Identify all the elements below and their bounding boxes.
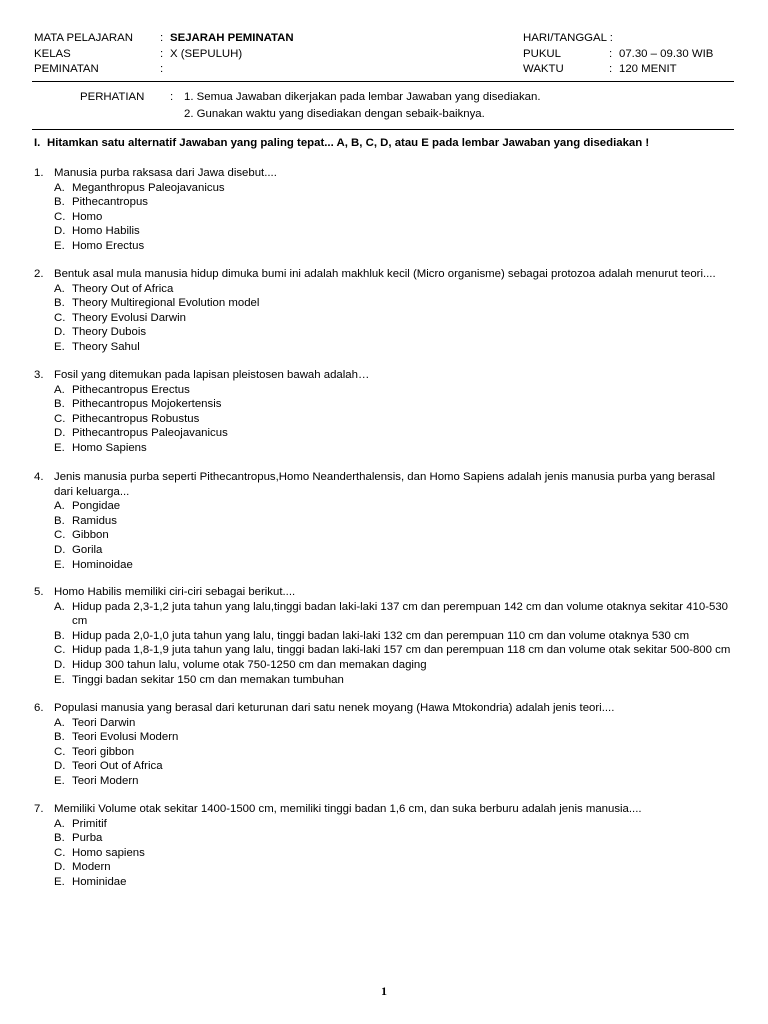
- answer-option-d[interactable]: D. Teori Out of Africa: [54, 760, 163, 773]
- question-4: [34, 470, 734, 572]
- answer-option-c[interactable]: C. Hidup pada 1,8-1,9 juta tahun yang lalu, tinggi badan laki-laki 157 cm dan perempuan 118 cm dan volume otak sekitar 500-800 cm: [54, 644, 731, 657]
- question-stem: [34, 802, 734, 817]
- header-row-specialization: [34, 62, 734, 77]
- answer-option-b[interactable]: B. Teori Evolusi Modern: [54, 731, 179, 744]
- note-item-2: 2. Gunakan waktu yang disediakan dengan sebaik-baiknya.: [184, 108, 485, 120]
- answer-option-c[interactable]: C. Homo: [54, 210, 103, 223]
- date-label: HARI/TANGGAL :: [523, 32, 613, 44]
- question-text: Memiliki Volume otak sekitar 1400-1500 cm, memiliki tinggi badan 1,6 cm, dan suka berburu adalah jenis manusia....: [54, 803, 642, 815]
- answer-option-e[interactable]: E. Tinggi badan sekitar 150 cm dan memakan tumbuhan: [54, 673, 344, 686]
- answer-option-a[interactable]: A. Theory Out of Africa: [54, 282, 174, 295]
- answer-option-c[interactable]: C. Homo sapiens: [54, 846, 145, 859]
- notes-label: PERHATIAN: [80, 91, 145, 103]
- question-stem: [34, 470, 734, 499]
- answer-option-a[interactable]: A. Pithecantropus Erectus: [54, 383, 190, 396]
- answer-option-d[interactable]: D. Gorila: [54, 543, 103, 556]
- question-stem: [34, 585, 734, 600]
- question-number: 7.: [34, 803, 44, 815]
- question-5: [34, 585, 734, 687]
- question-stem: [34, 368, 734, 383]
- answer-option-e[interactable]: E. Homo Erectus: [54, 239, 145, 252]
- answer-option-c[interactable]: C. Pithecantropus Robustus: [54, 412, 200, 425]
- subject-colon: :: [160, 32, 164, 44]
- section-instruction: [34, 137, 649, 149]
- section-instruction-text: Hitamkan satu alternatif Jawaban yang paling tepat... A, B, C, D, atau E pada lembar Jawaban yang disediakan !: [47, 137, 650, 149]
- answer-option-d[interactable]: D. Hidup 300 tahun lalu, volume otak 750-1250 cm dan memakan daging: [54, 658, 427, 671]
- duration-label: WAKTU: [523, 63, 564, 75]
- answer-option-a[interactable]: A. Teori Darwin: [54, 716, 136, 729]
- question-text: Populasi manusia yang berasal dari keturunan dari satu nenek moyang (Hawa Mtokondria) adalah jenis teori....: [54, 702, 615, 714]
- answer-option-a[interactable]: A. Meganthropus Paleojavanicus: [54, 181, 225, 194]
- question-text: Homo Habilis memiliki ciri-ciri sebagai berikut....: [54, 586, 296, 598]
- question-text: Fosil yang ditemukan pada lapisan pleistosen bawah adalah…: [54, 369, 370, 381]
- time-value: 07.30 – 09.30 WIB: [619, 48, 714, 60]
- answer-option-b[interactable]: B. Purba: [54, 832, 103, 845]
- answer-option-b[interactable]: B. Pithecantropus Mojokertensis: [54, 398, 222, 411]
- question-number: 5.: [34, 586, 44, 598]
- subject-value: SEJARAH PEMINATAN: [170, 32, 294, 44]
- question-number: 3.: [34, 369, 44, 381]
- class-colon: :: [160, 48, 164, 60]
- specialization-colon: :: [160, 63, 164, 75]
- question-text: Manusia purba raksasa dari Jawa disebut....: [54, 167, 277, 179]
- answer-option-b[interactable]: B. Theory Multiregional Evolution model: [54, 297, 260, 310]
- answer-option-e[interactable]: E. Teori Modern: [54, 774, 139, 787]
- answer-option-c[interactable]: C. Theory Evolusi Darwin: [54, 311, 186, 324]
- question-number: 2.: [34, 268, 44, 280]
- question-number: 4.: [34, 471, 44, 483]
- answer-option-a[interactable]: A. Primitif: [54, 817, 107, 830]
- header-divider: [32, 81, 734, 82]
- answer-option-d[interactable]: D. Pithecantropus Paleojavanicus: [54, 427, 228, 440]
- page-number: 1: [381, 984, 387, 998]
- answer-option-a[interactable]: A. Pongidae: [54, 500, 121, 513]
- answer-option-a[interactable]: A. Hidup pada 2,3-1,2 juta tahun yang lalu,tinggi badan laki-laki 137 cm dan perempuan 142 cm dan volume otaknya sekitar 410-530 cm: [54, 600, 729, 628]
- question-6: [34, 701, 734, 789]
- question-stem: [34, 701, 734, 716]
- time-colon: :: [609, 48, 613, 60]
- class-label: KELAS: [34, 48, 71, 60]
- answer-option-b[interactable]: B. Hidup pada 2,0-1,0 juta tahun yang lalu, tinggi badan laki-laki 132 cm dan perempuan 110 cm dan volume otaknya 530 cm: [54, 629, 690, 642]
- answer-option-e[interactable]: E. Hominidae: [54, 875, 127, 888]
- answer-option-e[interactable]: E. Hominoidae: [54, 558, 133, 571]
- question-number: 1.: [34, 167, 44, 179]
- question-1: [34, 166, 734, 254]
- question-text: Jenis manusia purba seperti Pithecantropus,Homo Neanderthalensis, dan Homo Sapiens adalah jenis manusia purba yang berasal dari keluarga...: [54, 471, 716, 498]
- subject-label: MATA PELAJARAN: [34, 32, 133, 44]
- question-stem: [34, 267, 734, 282]
- question-stem: [34, 166, 734, 181]
- notes-divider: [32, 129, 734, 130]
- question-number: 6.: [34, 702, 44, 714]
- header-row-subject: [34, 31, 734, 46]
- answer-option-c[interactable]: C. Gibbon: [54, 529, 109, 542]
- notes-colon: :: [170, 91, 174, 103]
- question-7: [34, 802, 734, 890]
- answer-option-d[interactable]: D. Homo Habilis: [54, 225, 140, 238]
- question-3: [34, 368, 734, 456]
- duration-colon: :: [609, 63, 613, 75]
- answer-option-b[interactable]: B. Pithecantropus: [54, 196, 148, 209]
- class-value: X (SEPULUH): [170, 48, 243, 60]
- specialization-label: PEMINATAN: [34, 63, 99, 75]
- answer-option-d[interactable]: D. Modern: [54, 861, 111, 874]
- note-item-1: 1. Semua Jawaban dikerjakan pada lembar Jawaban yang disediakan.: [184, 91, 541, 103]
- section-number: I.: [34, 137, 41, 149]
- header-row-class: [34, 47, 734, 62]
- answer-option-b[interactable]: B. Ramidus: [54, 514, 117, 527]
- time-label: PUKUL: [523, 48, 561, 60]
- duration-value: 120 MENIT: [619, 63, 677, 75]
- question-2: [34, 267, 734, 355]
- answer-option-d[interactable]: D. Theory Dubois: [54, 326, 147, 339]
- answer-option-c[interactable]: C. Teori gibbon: [54, 745, 135, 758]
- answer-option-e[interactable]: E. Theory Sahul: [54, 340, 140, 353]
- answer-option-e[interactable]: E. Homo Sapiens: [54, 441, 147, 454]
- question-text: Bentuk asal mula manusia hidup dimuka bumi ini adalah makhluk kecil (Micro organisme) sebagai protozoa adalah menurut teori....: [54, 268, 716, 280]
